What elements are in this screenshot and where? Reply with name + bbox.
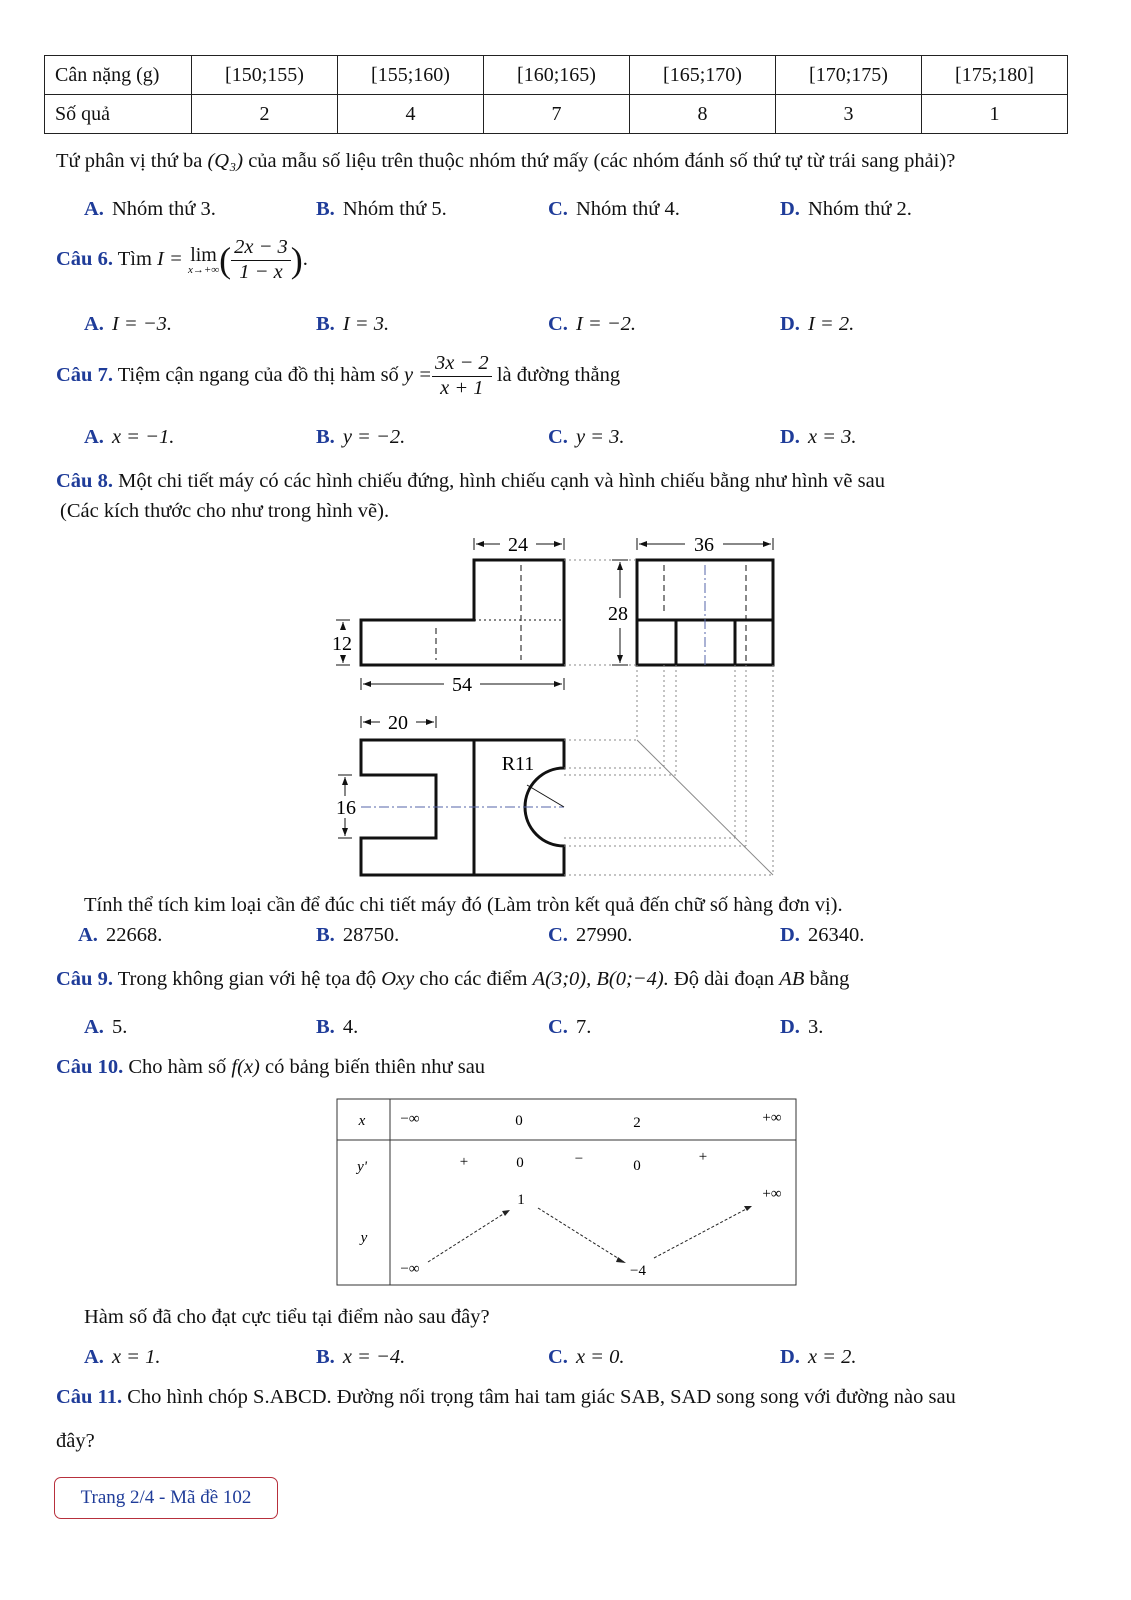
q5-option-b[interactable]: B. Nhóm thứ 5. (316, 198, 447, 220)
dim-36: 36 (694, 534, 714, 556)
q5-option-a[interactable]: A. Nhóm thứ 3. (84, 198, 216, 220)
vt-sign: + (698, 1149, 708, 1165)
q9-option-d[interactable]: D. 3. (780, 1016, 824, 1038)
q8-option-c[interactable]: C. 27990. (548, 924, 633, 946)
variation-table (336, 1098, 798, 1286)
vt-sign: 0 (633, 1158, 641, 1174)
q10-label: Câu 10. (56, 1056, 124, 1078)
q6-fraction: $\frac{2x - 3}{1 - x}$ (231, 236, 291, 284)
vt-y-value: −∞ (400, 1261, 420, 1277)
front-view-outline (361, 560, 564, 665)
q6-stem: Câu 6. Tìm I = lim x→+∞ ( $\frac{2x - 3}{1 - x}$ ). (56, 236, 308, 283)
row-label-weight: Cân nặng (g) (45, 56, 192, 95)
vt-yprime-label: y' (357, 1159, 367, 1175)
count-cell: 4 (338, 95, 484, 134)
dim-16: 16 (336, 797, 356, 819)
vt-x-value: 2 (633, 1115, 641, 1131)
count-cell: 7 (484, 95, 630, 134)
q9-label: Câu 9. (56, 968, 113, 990)
q8-stem: Câu 8. Một chi tiết máy có các hình chiếu đứng, hình chiếu cạnh và hình chiếu bằng như hình vẽ sau (56, 470, 885, 492)
vt-y-value: +∞ (762, 1186, 782, 1202)
q8-question: Tính thể tích kim loại cần để đúc chi tiết máy đó (Làm tròn kết quả đến chữ số hàng đơn vị). (84, 894, 843, 916)
vt-x-value: 0 (515, 1113, 523, 1129)
q5-stem-text: Tứ phân vị thứ ba (56, 150, 208, 172)
dim-12: 12 (332, 633, 352, 655)
q10-option-a[interactable]: A. x = 1. (84, 1346, 161, 1368)
interval-cell: [175;180] (922, 56, 1068, 95)
dim-20: 20 (388, 712, 408, 734)
vt-sign: − (574, 1151, 584, 1167)
vt-sign: + (459, 1154, 469, 1170)
q11-stem-line2: đây? (56, 1430, 95, 1452)
dim-r11: R11 (501, 753, 535, 775)
frequency-table (44, 55, 1068, 134)
q6-label: Câu 6. (56, 247, 113, 270)
vt-y-value: 1 (517, 1192, 525, 1208)
vt-x-value: +∞ (762, 1110, 782, 1126)
dim-54: 54 (452, 674, 472, 696)
q7-option-d[interactable]: D. x = 3. (780, 426, 857, 448)
q11-stem: Câu 11. Cho hình chóp S.ABCD. Đường nối trọng tâm hai tam giác SAB, SAD song song với đường nào sau (56, 1386, 956, 1408)
q10-option-b[interactable]: B. x = −4. (316, 1346, 406, 1368)
page-footer-badge: Trang 2/4 - Mã đề 102 (54, 1477, 278, 1519)
q8-stem-line2: (Các kích thước cho như trong hình vẽ). (60, 500, 390, 522)
vt-x-label: x (358, 1113, 366, 1129)
interval-cell: [155;160) (338, 56, 484, 95)
q9-option-c[interactable]: C. 7. (548, 1016, 592, 1038)
q7-option-b[interactable]: B. y = −2. (316, 426, 406, 448)
interval-cell: [160;165) (484, 56, 630, 95)
q7-option-c[interactable]: C. y = 3. (548, 426, 625, 448)
q5-option-d[interactable]: D. Nhóm thứ 2. (780, 198, 912, 220)
count-cell: 2 (192, 95, 338, 134)
q6-option-d[interactable]: D. I = 2. (780, 313, 855, 335)
q9-stem: Câu 9. Trong không gian với hệ tọa độ Oxy cho các điểm A(3;0), B(0;−4). Độ dài đoạn AB bằng (56, 968, 850, 990)
vt-x-value: −∞ (400, 1111, 420, 1127)
q10-option-d[interactable]: D. x = 2. (780, 1346, 857, 1368)
q9-option-b[interactable]: B. 4. (316, 1016, 359, 1038)
q7-fraction: $\frac{3x - 2}{x + 1}$ (432, 352, 492, 400)
q5-stem (56, 150, 955, 173)
q6-option-b[interactable]: B. I = 3. (316, 313, 390, 335)
count-cell: 3 (776, 95, 922, 134)
q8-option-b[interactable]: B. 28750. (316, 924, 400, 946)
q6-option-a[interactable]: A. I = −3. (84, 313, 173, 335)
vt-y-value: −4 (630, 1263, 646, 1279)
vt-sign: 0 (516, 1155, 524, 1171)
interval-cell: [165;170) (630, 56, 776, 95)
technical-drawing (300, 528, 790, 880)
q9-option-a[interactable]: A. 5. (84, 1016, 128, 1038)
q10-question: Hàm số đã cho đạt cực tiểu tại điểm nào sau đây? (84, 1306, 490, 1328)
q7-label: Câu 7. (56, 363, 113, 386)
q5-q3-symbol: (Q₃) (207, 150, 244, 172)
q5-stem-text-2: của mẫu số liệu trên thuộc nhóm thứ mấy (các nhóm đánh số thứ tự từ trái sang phải)? (243, 150, 956, 172)
dim-24: 24 (508, 534, 528, 556)
q7-option-a[interactable]: A. x = −1. (84, 426, 175, 448)
q7-stem: Câu 7. Tiệm cận ngang của đồ thị hàm số y = $\frac{3x - 2}{x + 1}$ là đường thẳng (56, 352, 621, 399)
count-cell: 1 (922, 95, 1068, 134)
q5-option-c[interactable]: C. Nhóm thứ 4. (548, 198, 680, 220)
count-cell: 8 (630, 95, 776, 134)
q10-option-c[interactable]: C. x = 0. (548, 1346, 625, 1368)
q10-stem: Câu 10. Cho hàm số f(x) có bảng biến thiên như sau (56, 1056, 486, 1078)
row-label-count: Số quả (45, 95, 192, 134)
vt-y-label: y (360, 1230, 368, 1246)
q6-option-c[interactable]: C. I = −2. (548, 313, 637, 335)
q8-label: Câu 8. (56, 470, 113, 492)
side-view-outline (637, 560, 773, 665)
q6-limit: lim x→+∞ (187, 243, 220, 276)
dim-28: 28 (608, 603, 628, 625)
interval-cell: [170;175) (776, 56, 922, 95)
interval-cell: [150;155) (192, 56, 338, 95)
q8-option-a[interactable]: A. 22668. (78, 924, 163, 946)
q8-option-d[interactable]: D. 26340. (780, 924, 865, 946)
q11-label: Câu 11. (56, 1386, 123, 1408)
